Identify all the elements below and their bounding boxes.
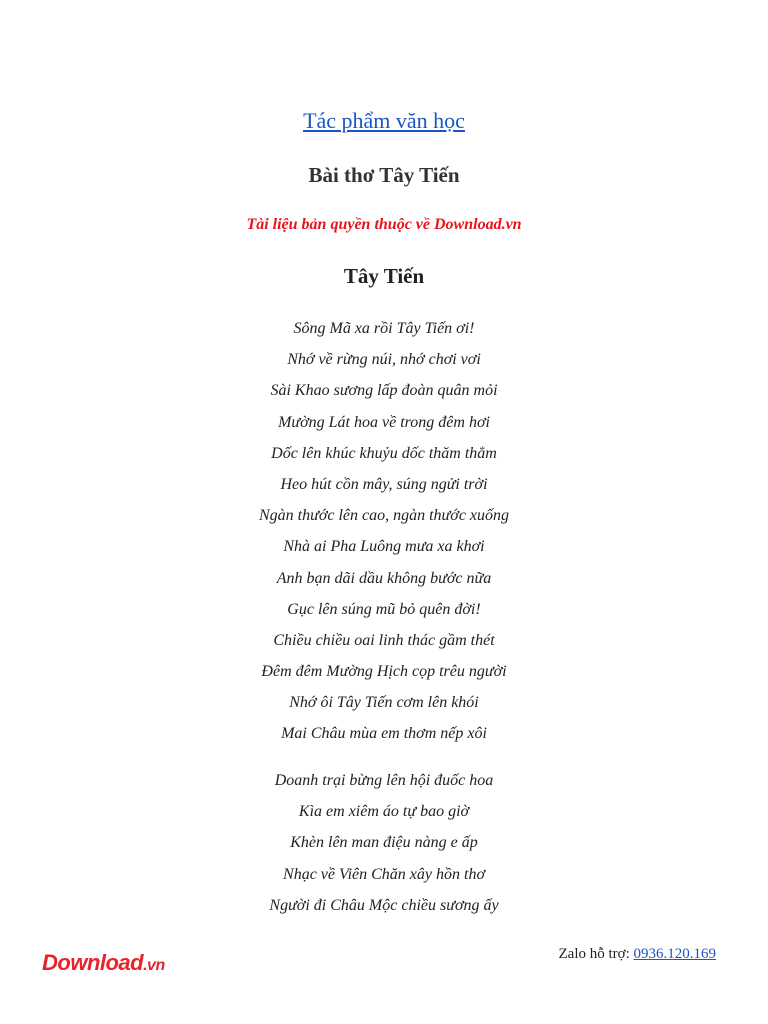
copyright-notice: Tài liệu bản quyền thuộc về Download.vn: [246, 216, 522, 233]
poem-line: Đêm đêm Mường Hịch cọp trêu người: [261, 663, 507, 681]
poem-stanza-2: [0, 765, 768, 921]
poem-line: Sài Khao sương lấp đoàn quân mỏi: [270, 382, 498, 400]
poem-line: Dốc lên khúc khuỷu dốc thăm thẳm: [271, 444, 497, 462]
poem-line: Mường Lát hoa về trong đêm hơi: [278, 413, 490, 431]
poem-line: Doanh trại bừng lên hội đuốc hoa: [274, 772, 494, 789]
poem-line: Kìa em xiêm áo tự bao giờ: [298, 803, 470, 821]
zalo-support: [559, 946, 717, 963]
poem-line: Nhớ ôi Tây Tiến cơm lên khói: [289, 694, 479, 712]
poem-line: Ngàn thước lên cao, ngàn thước xuống: [258, 507, 510, 525]
logo-text: Download: [42, 950, 144, 975]
category-link[interactable]: Tác phẩm văn học: [303, 108, 465, 133]
logo-tld: .vn: [143, 957, 165, 974]
zalo-label: Zalo hỗ trợ:: [558, 946, 634, 962]
poem-line: Anh bạn dãi dầu không bước nữa: [276, 569, 492, 587]
zalo-phone-link[interactable]: 0936.120.169: [633, 946, 716, 962]
poem-line: Người đi Châu Mộc chiều sương ấy: [269, 896, 499, 914]
poem-line: Sông Mã xa rồi Tây Tiến ơi!: [293, 320, 475, 337]
poem-line: Heo hút cồn mây, súng ngửi trời: [280, 475, 488, 493]
poem-line: Nhà ai Pha Luông mưa xa khơi: [283, 538, 485, 556]
poem-line: Mai Châu mùa em thơm nếp xôi: [281, 725, 487, 743]
poem-line: Nhạc về Viên Chăn xây hồn thơ: [283, 865, 485, 883]
poem-title: Tây Tiến: [343, 264, 425, 288]
poem-line: Khèn lên man điệu nàng e ấp: [290, 834, 478, 852]
document-title: Bài thơ Tây Tiến: [308, 163, 460, 187]
poem-stanza-1: [0, 313, 768, 750]
poem-line: Gục lên súng mũ bỏ quên đời!: [287, 600, 481, 618]
poem-line: Nhớ về rừng núi, nhớ chơi vơi: [287, 351, 481, 369]
poem-line: Chiều chiều oai linh thác gầm thét: [273, 631, 495, 649]
download-vn-logo[interactable]: [42, 950, 165, 976]
